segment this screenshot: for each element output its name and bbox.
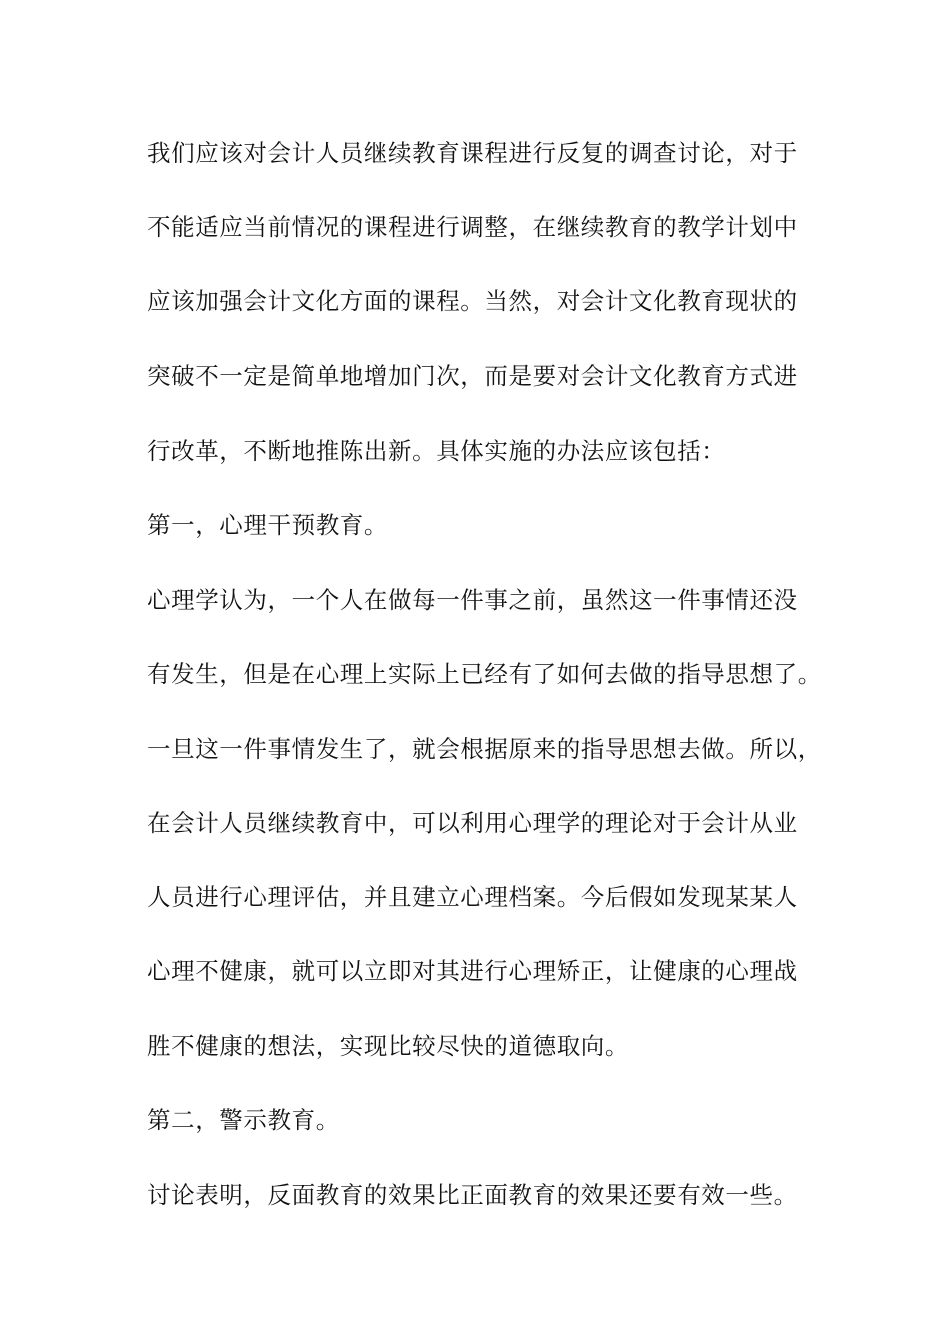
paragraph-line: 应该加强会计文化方面的课程。当然，对会计文化教育现状的 [147,287,798,315]
paragraph-line: 有发生，但是在心理上实际上已经有了如何去做的指导思想了。 [147,660,822,688]
paragraph-line: 胜不健康的想法，实现比较尽快的道德取向。 [147,1032,629,1060]
paragraph-line: 突破不一定是简单地增加门次，而是要对会计文化教育方式进 [147,362,798,390]
paragraph-line: 我们应该对会计人员继续教育课程进行反复的调查讨论，对于 [147,139,798,167]
paragraph-line: 心理学认为，一个人在做每一件事之前，虽然这一件事情还没 [147,586,798,614]
section-heading-2: 第二，警示教育。 [147,1106,340,1134]
paragraph-line: 在会计人员继续教育中，可以利用心理学的理论对于会计从业 [147,809,798,837]
paragraph-line: 心理不健康，就可以立即对其进行心理矫正，让健康的心理战 [147,957,798,985]
section-heading-1: 第一，心理干预教育。 [147,511,388,539]
paragraph-line: 不能适应当前情况的课程进行调整，在继续教育的教学计划中 [147,213,798,241]
paragraph-line: 人员进行心理评估，并且建立心理档案。今后假如发现某某人 [147,883,798,911]
paragraph-line: 一旦这一件事情发生了，就会根据原来的指导思想去做。所以， [147,735,822,763]
paragraph-line: 行改革，不断地推陈出新。具体实施的办法应该包括： [147,437,726,465]
paragraph-line: 讨论表明，反面教育的效果比正面教育的效果还要有效一些。 [147,1181,798,1209]
